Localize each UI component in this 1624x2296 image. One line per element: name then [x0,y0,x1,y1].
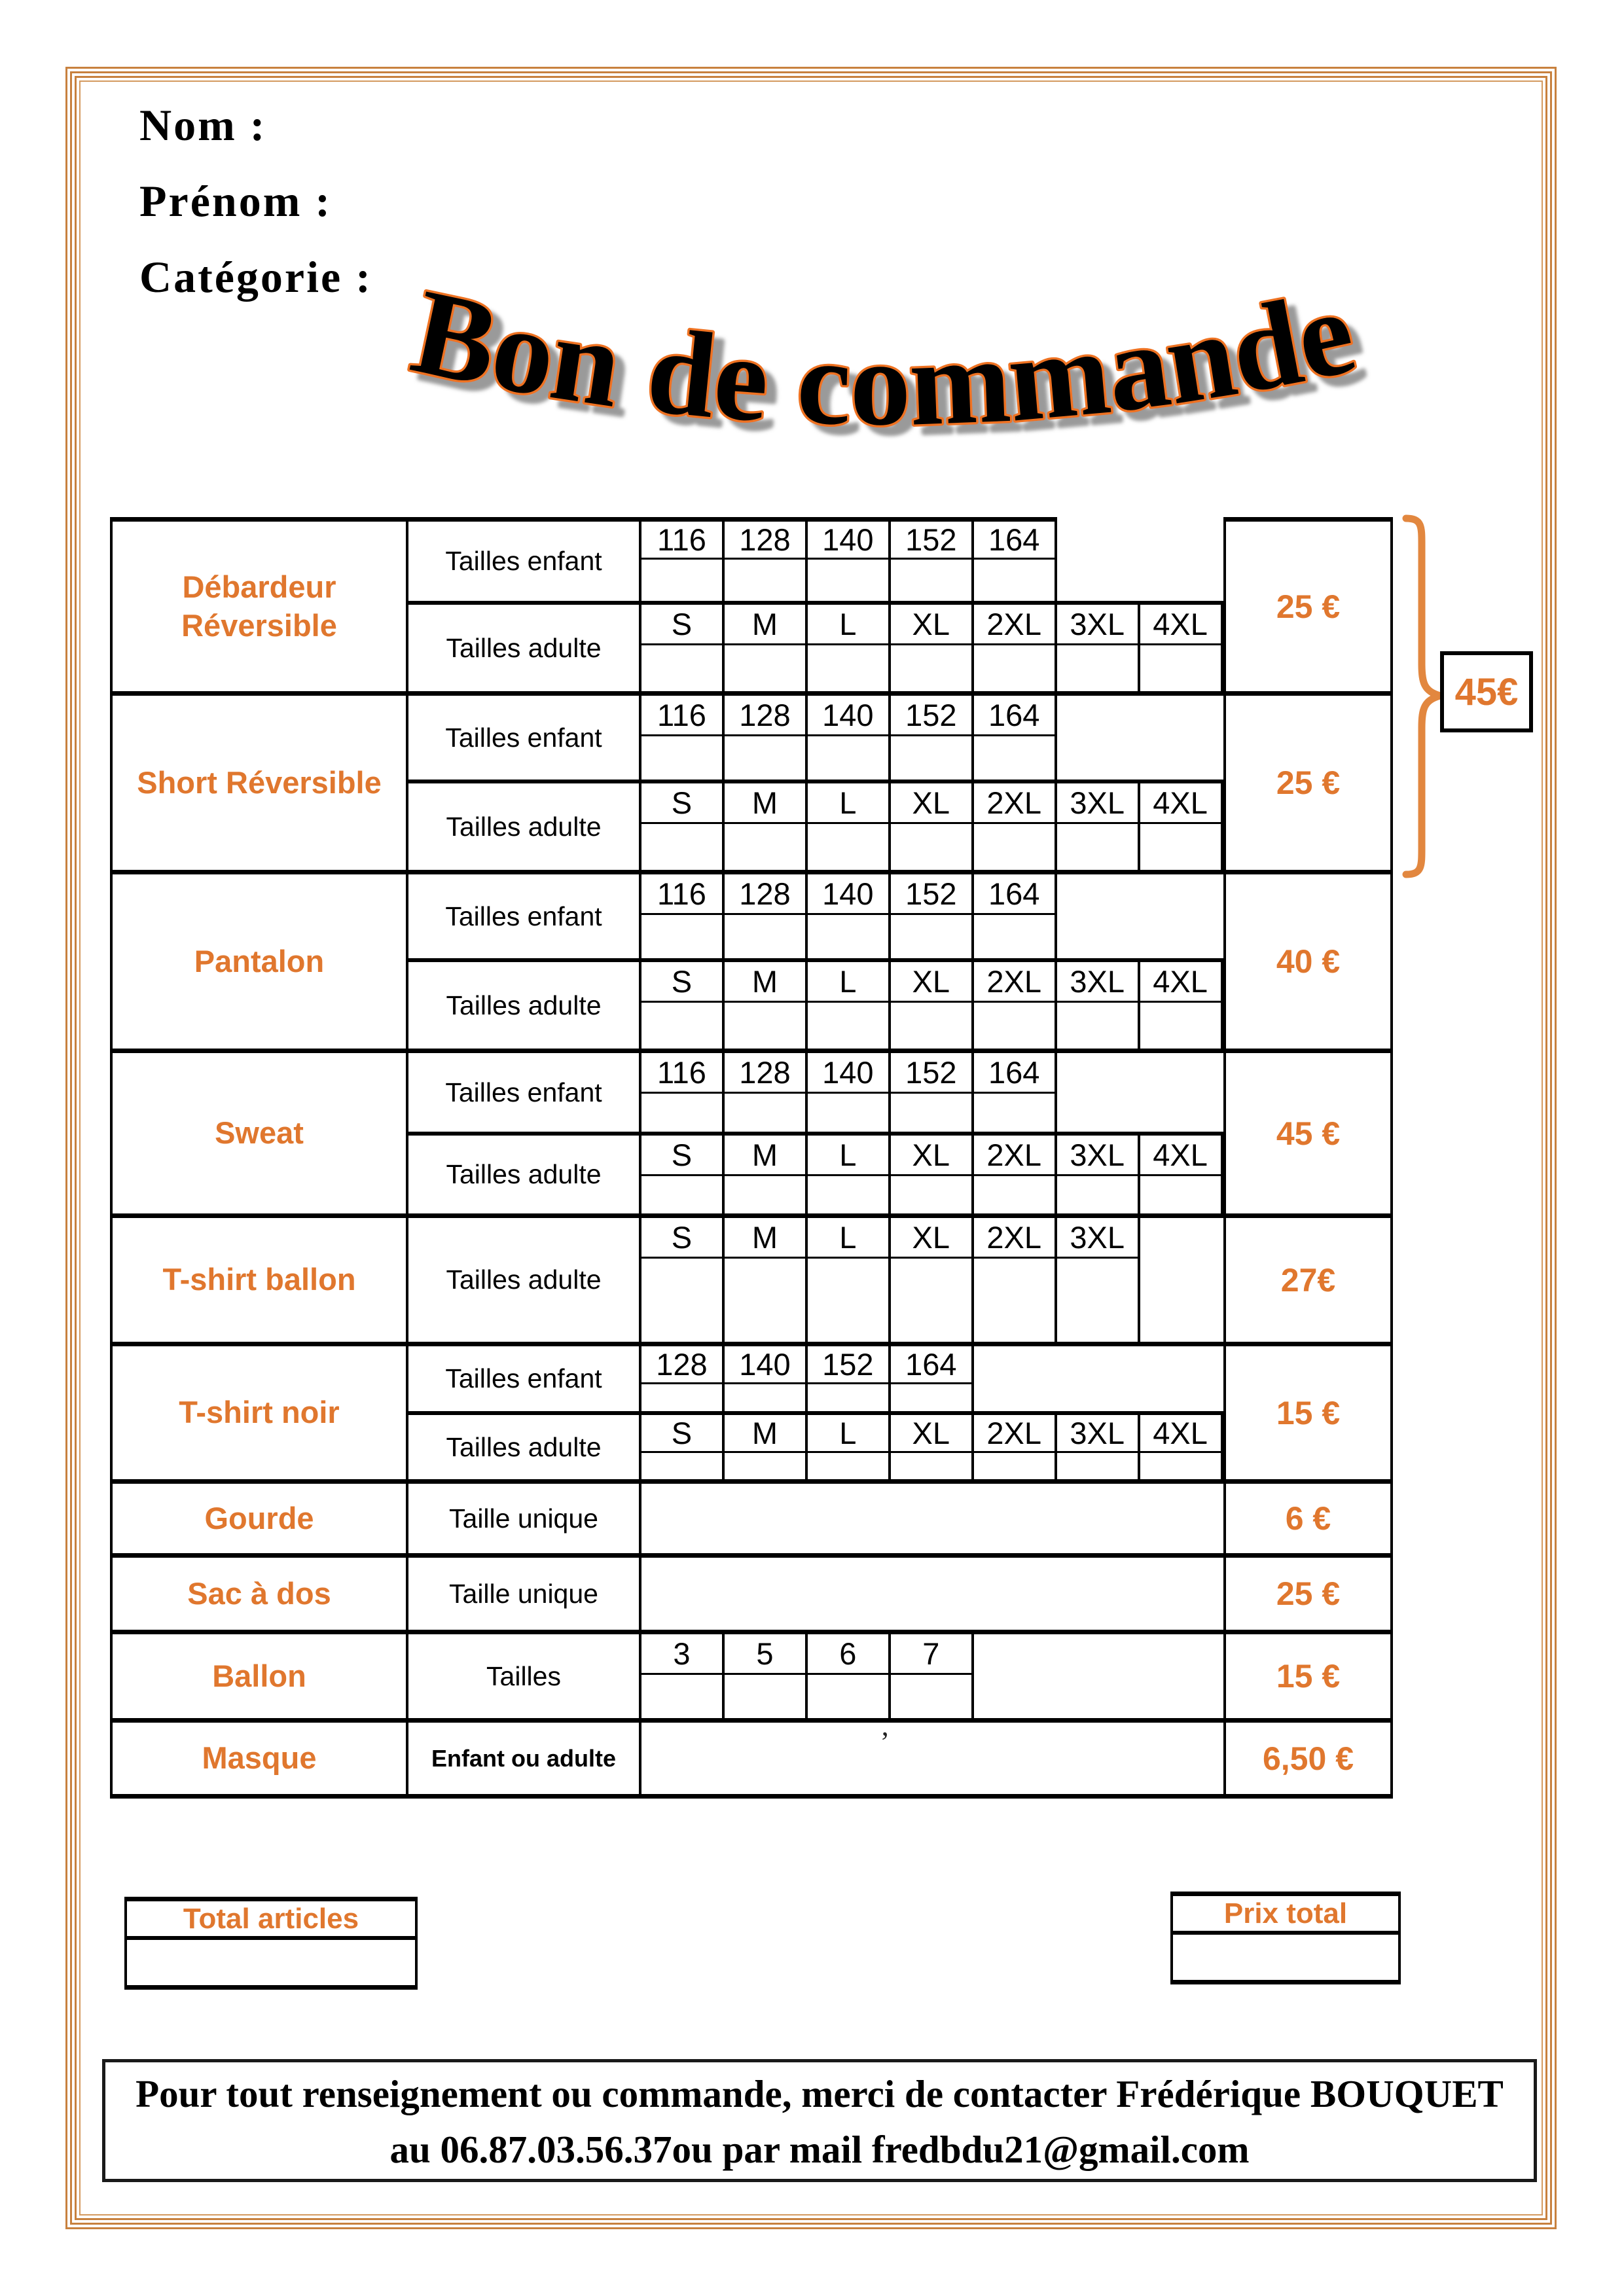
size-header: XL [891,605,974,645]
size-row-adulte [408,1218,1223,1342]
size-header: 3XL [1057,1218,1140,1259]
size-type-label: Tailles adulte [408,1218,641,1342]
size-header: S [641,783,725,824]
quantity-cell[interactable] [808,560,891,601]
quantity-cell[interactable] [974,1259,1057,1342]
product-block-gourde [113,1484,1390,1558]
quantity-cell[interactable] [891,736,974,780]
size-section [408,1558,1223,1630]
quantity-cell[interactable] [808,1453,891,1479]
size-type-label: Tailles enfant [408,874,641,958]
size-header: 3XL [1057,1136,1140,1176]
quantity-cell[interactable] [891,645,974,691]
product-name: Sweat [113,1053,408,1213]
size-row-enfant [408,517,1223,605]
field-label-nom: Nom : [139,100,267,150]
bundle-brace [1398,514,1444,878]
size-quantity-row [641,1094,1223,1132]
prix-total-fill-in-cell[interactable] [1173,1935,1398,1984]
quantity-cell[interactable] [891,915,974,958]
quantity-cell[interactable] [808,1259,891,1342]
size-quantity-row [641,1003,1223,1049]
size-section [408,874,1223,1049]
quantity-cell[interactable] [641,1176,725,1213]
size-header: 164 [974,874,1057,915]
stray-pen-mark: ’ [880,1726,890,1759]
size-quantity-row [641,915,1223,958]
size-quantity-row [641,1384,1223,1411]
size-header: 6 [808,1634,891,1675]
quantity-cell[interactable] [808,1003,891,1049]
size-section [408,1218,1223,1342]
quantity-cell[interactable] [891,1003,974,1049]
size-grid [641,1053,1223,1132]
size-header-row [641,1053,1223,1094]
size-row-filler [1057,696,1223,736]
size-header: 4XL [1140,1136,1223,1176]
quantity-cell[interactable] [1140,1453,1223,1479]
size-header: L [808,605,891,645]
quantity-cell[interactable] [1057,1259,1140,1342]
size-type-label: Tailles adulte [408,783,641,870]
product-name: T-shirt noir [113,1346,408,1479]
quantity-cell[interactable] [725,824,808,870]
size-section [408,696,1223,870]
quantity-cell[interactable] [1140,645,1223,691]
quantity-cell[interactable] [808,736,891,780]
quantity-cell[interactable] [808,1176,891,1213]
size-header: L [808,1136,891,1176]
fill-in-cell[interactable] [641,1558,1223,1630]
page-title-textpath: Bon de commande [402,267,1366,452]
quantity-cell[interactable] [974,560,1057,601]
size-row-filler [974,1384,1223,1411]
size-header-row [641,696,1223,736]
size-row-enfant [408,1053,1223,1136]
size-quantity-row [641,560,1223,601]
size-header: M [725,1136,808,1176]
size-header: 116 [641,874,725,915]
product-block-pantalon [113,874,1390,1053]
size-header-row [641,1218,1223,1259]
size-header: 2XL [974,1218,1057,1259]
size-header: XL [891,1136,974,1176]
product-block-ballon [113,1634,1390,1723]
quantity-cell[interactable] [974,736,1057,780]
quantity-cell[interactable] [725,1259,808,1342]
size-row-filler [974,1675,1223,1718]
quantity-cell[interactable] [641,1675,725,1718]
size-type-label: Tailles enfant [408,1053,641,1132]
size-row-enfant [408,1346,1223,1415]
quantity-cell[interactable] [891,1259,974,1342]
product-block-sweat [113,1053,1390,1218]
quantity-cell[interactable] [641,1003,725,1049]
size-header: 128 [725,517,808,560]
quantity-cell[interactable] [1057,645,1140,691]
quantity-cell[interactable] [725,645,808,691]
size-header: M [725,605,808,645]
size-header: 3 [641,1634,725,1675]
quantity-cell[interactable] [725,915,808,958]
size-type-label: Tailles adulte [408,1136,641,1213]
size-row-filler [1057,915,1223,958]
quantity-cell[interactable] [725,1176,808,1213]
page-title-text [402,267,1365,452]
quantity-cell[interactable] [1057,1176,1140,1213]
size-header: 164 [974,517,1057,560]
total-articles-box [124,1897,418,1990]
size-row-adulte [408,605,1223,691]
size-header-row [641,1634,1223,1675]
size-row-filler [974,1634,1223,1675]
fill-in-cell[interactable] [641,1484,1223,1553]
product-name: Short Réversible [113,696,408,870]
size-type-label: Taille unique [408,1484,641,1553]
quantity-cell[interactable] [891,1094,974,1132]
size-header-row [641,962,1223,1003]
size-grid [641,874,1223,958]
size-row-adulte [408,1415,1223,1479]
product-name: Pantalon [113,874,408,1049]
size-quantity-row [641,645,1223,691]
prix-total-label: Prix total [1173,1892,1398,1935]
quantity-cell[interactable] [1140,1176,1223,1213]
size-header-row [641,605,1223,645]
product-name: Gourde [113,1484,408,1553]
quantity-cell[interactable] [974,915,1057,958]
size-header: 2XL [974,1415,1057,1453]
quantity-cell[interactable] [641,1094,725,1132]
quantity-cell[interactable] [725,1675,808,1718]
size-header: 152 [891,517,974,560]
size-header: 140 [808,1053,891,1094]
size-row-filler [1057,1053,1223,1094]
quantity-cell[interactable] [641,736,725,780]
quantity-cell[interactable] [891,1675,974,1718]
product-price: 25 € [1223,1558,1390,1630]
size-row-filler [1140,1259,1223,1342]
size-header: 7 [891,1634,974,1675]
size-type-label: Taille unique [408,1558,641,1630]
size-header: 140 [808,696,891,736]
size-header: L [808,783,891,824]
product-block-masque [113,1723,1390,1799]
size-row-filler [1057,517,1223,560]
size-quantity-row [641,1453,1223,1479]
size-type-label: Tailles adulte [408,962,641,1049]
product-block-tshirt-noir [113,1346,1390,1484]
product-price: 25 € [1223,696,1390,870]
product-block-debardeur-reversible [113,517,1390,696]
size-row-adulte [408,783,1223,870]
size-quantity-row [641,1675,1223,1718]
size-row-enfant [408,874,1223,962]
bundle-price-box [1440,651,1533,732]
size-header: XL [891,783,974,824]
size-header: S [641,605,725,645]
size-type-label: Enfant ou adulte [408,1723,641,1794]
size-header: L [808,962,891,1003]
quantity-cell[interactable] [808,645,891,691]
size-header: 164 [974,1053,1057,1094]
size-row-adulte [408,962,1223,1049]
contact-line-1: Pour tout renseignement ou commande, merci de contacter Frédérique BOUQUET [135,2072,1504,2115]
size-header: M [725,783,808,824]
quantity-cell[interactable] [974,1453,1057,1479]
size-header: 164 [891,1346,974,1384]
product-price: 6 € [1223,1484,1390,1553]
size-type-label: Tailles adulte [408,1415,641,1479]
quantity-cell[interactable] [808,1675,891,1718]
quantity-cell[interactable] [641,1453,725,1479]
product-price: 25 € [1223,517,1390,691]
size-quantity-row [641,736,1223,780]
size-grid [641,1136,1223,1213]
size-header: 2XL [974,1136,1057,1176]
size-header: S [641,962,725,1003]
size-grid [641,517,1223,601]
quantity-cell[interactable] [808,1094,891,1132]
size-section [408,1346,1223,1479]
size-header: 3XL [1057,605,1140,645]
size-header: 164 [974,696,1057,736]
quantity-cell[interactable] [725,560,808,601]
size-type-label: Tailles [408,1634,641,1718]
size-grid [641,605,1223,691]
size-row-unique [408,1558,1223,1630]
size-header: 4XL [1140,962,1223,1003]
size-row-enfant [408,696,1223,783]
product-name: Sac à dos [113,1558,408,1630]
size-header-row [641,1346,1223,1384]
size-header: 152 [891,874,974,915]
size-header: 152 [891,1053,974,1094]
total-articles-fill-in-cell[interactable] [127,1940,415,1990]
quantity-cell[interactable] [641,560,725,601]
size-grid [641,783,1223,870]
size-row-filler [1057,736,1223,780]
size-header: 140 [725,1346,808,1384]
size-type-label: Tailles adulte [408,605,641,691]
size-header: 3XL [1057,1415,1140,1453]
size-header: 2XL [974,783,1057,824]
quantity-cell[interactable] [891,1384,974,1411]
contact-box [102,2059,1537,2182]
size-header: 128 [725,1053,808,1094]
size-header: 2XL [974,962,1057,1003]
size-row-unique [408,1484,1223,1553]
page-title [367,267,1401,503]
size-header: 5 [725,1634,808,1675]
field-label-prenom: Prénom : [139,176,333,226]
size-header: XL [891,1218,974,1259]
size-header: 152 [891,696,974,736]
size-row-filler [1057,560,1223,601]
quantity-cell[interactable] [641,915,725,958]
size-header: XL [891,1415,974,1453]
size-row-filler [1057,874,1223,915]
quantity-cell[interactable] [808,915,891,958]
size-row-filler [974,1346,1223,1384]
size-header: 152 [808,1346,891,1384]
bundle-brace-path [1406,518,1440,874]
quantity-cell[interactable] [1140,824,1223,870]
quantity-cell[interactable] [891,1453,974,1479]
size-header: 116 [641,696,725,736]
product-name: Débardeur Réversible [113,517,408,691]
size-grid [641,1634,1223,1718]
prix-total-box [1170,1892,1401,1984]
size-type-label: Tailles enfant [408,517,641,601]
size-header: 2XL [974,605,1057,645]
size-section [408,1723,1223,1794]
product-price: 27€ [1223,1218,1390,1342]
size-section [408,1634,1223,1718]
size-header: 140 [808,874,891,915]
product-block-tshirt-ballon [113,1218,1390,1346]
product-price: 15 € [1223,1634,1390,1718]
size-header: 116 [641,517,725,560]
size-type-label: Tailles enfant [408,1346,641,1411]
size-header: 4XL [1140,1415,1223,1453]
size-header: L [808,1218,891,1259]
size-header-row [641,874,1223,915]
size-grid [641,1415,1223,1479]
product-block-sac-a-dos [113,1558,1390,1634]
size-header: M [725,962,808,1003]
size-header: 128 [725,696,808,736]
quantity-cell[interactable] [725,1384,808,1411]
size-section [408,517,1223,691]
size-header: 3XL [1057,962,1140,1003]
quantity-cell[interactable] [808,1384,891,1411]
quantity-cell[interactable] [974,645,1057,691]
size-header: S [641,1415,725,1453]
size-quantity-row [641,1259,1223,1342]
size-header: 116 [641,1053,725,1094]
quantity-cell[interactable] [641,1384,725,1411]
fill-in-cell[interactable] [641,1723,1223,1794]
size-row-adulte [408,1136,1223,1213]
quantity-cell[interactable] [725,736,808,780]
quantity-cell[interactable] [891,560,974,601]
quantity-cell[interactable] [891,824,974,870]
quantity-cell[interactable] [974,1094,1057,1132]
size-grid [641,1218,1223,1342]
size-header-row [641,783,1223,824]
size-header: S [641,1136,725,1176]
bundle-price: 45€ [1454,670,1519,713]
quantity-cell[interactable] [1140,1003,1223,1049]
size-quantity-row [641,1176,1223,1213]
product-price: 15 € [1223,1346,1390,1479]
quantity-cell[interactable] [1057,824,1140,870]
quantity-cell[interactable] [641,824,725,870]
size-header: L [808,1415,891,1453]
quantity-cell[interactable] [1057,1003,1140,1049]
size-header: 128 [725,874,808,915]
quantity-cell[interactable] [974,1003,1057,1049]
quantity-cell[interactable] [641,645,725,691]
size-header: 4XL [1140,783,1223,824]
size-header: 3XL [1057,783,1140,824]
product-block-short-reversible [113,696,1390,874]
size-header: M [725,1218,808,1259]
size-type-label: Tailles enfant [408,696,641,780]
size-header-row [641,1136,1223,1176]
size-header-row [641,1415,1223,1453]
product-price: 40 € [1223,874,1390,1049]
size-row-tailles [408,1634,1223,1718]
size-quantity-row [641,824,1223,870]
product-name: T-shirt ballon [113,1218,408,1342]
size-row-filler [1140,1218,1223,1259]
size-grid [641,962,1223,1049]
quantity-cell[interactable] [1057,1453,1140,1479]
size-section [408,1484,1223,1553]
size-header: S [641,1218,725,1259]
product-name: Masque [113,1723,408,1794]
size-header-row [641,517,1223,560]
size-header: 4XL [1140,605,1223,645]
order-table [110,517,1393,1799]
size-header: 140 [808,517,891,560]
size-header: M [725,1415,808,1453]
quantity-cell[interactable] [974,824,1057,870]
size-row-filler [1057,1094,1223,1132]
product-price: 6,50 € [1223,1723,1390,1794]
quantity-cell[interactable] [725,1453,808,1479]
size-grid [641,696,1223,780]
quantity-cell[interactable] [891,1176,974,1213]
size-row-enfant-ou-adulte [408,1723,1223,1794]
quantity-cell[interactable] [725,1003,808,1049]
quantity-cell[interactable] [725,1094,808,1132]
contact-line-2: au 06.87.03.56.37ou par mail fredbdu21@gmail.com [389,2128,1250,2171]
size-header: XL [891,962,974,1003]
quantity-cell[interactable] [808,824,891,870]
quantity-cell[interactable] [641,1259,725,1342]
size-section [408,1053,1223,1213]
product-name: Ballon [113,1634,408,1718]
size-header: 128 [641,1346,725,1384]
field-label-categorie: Catégorie : [139,252,372,302]
total-articles-label: Total articles [127,1897,415,1940]
quantity-cell[interactable] [974,1176,1057,1213]
size-grid [641,1346,1223,1411]
product-price: 45 € [1223,1053,1390,1213]
